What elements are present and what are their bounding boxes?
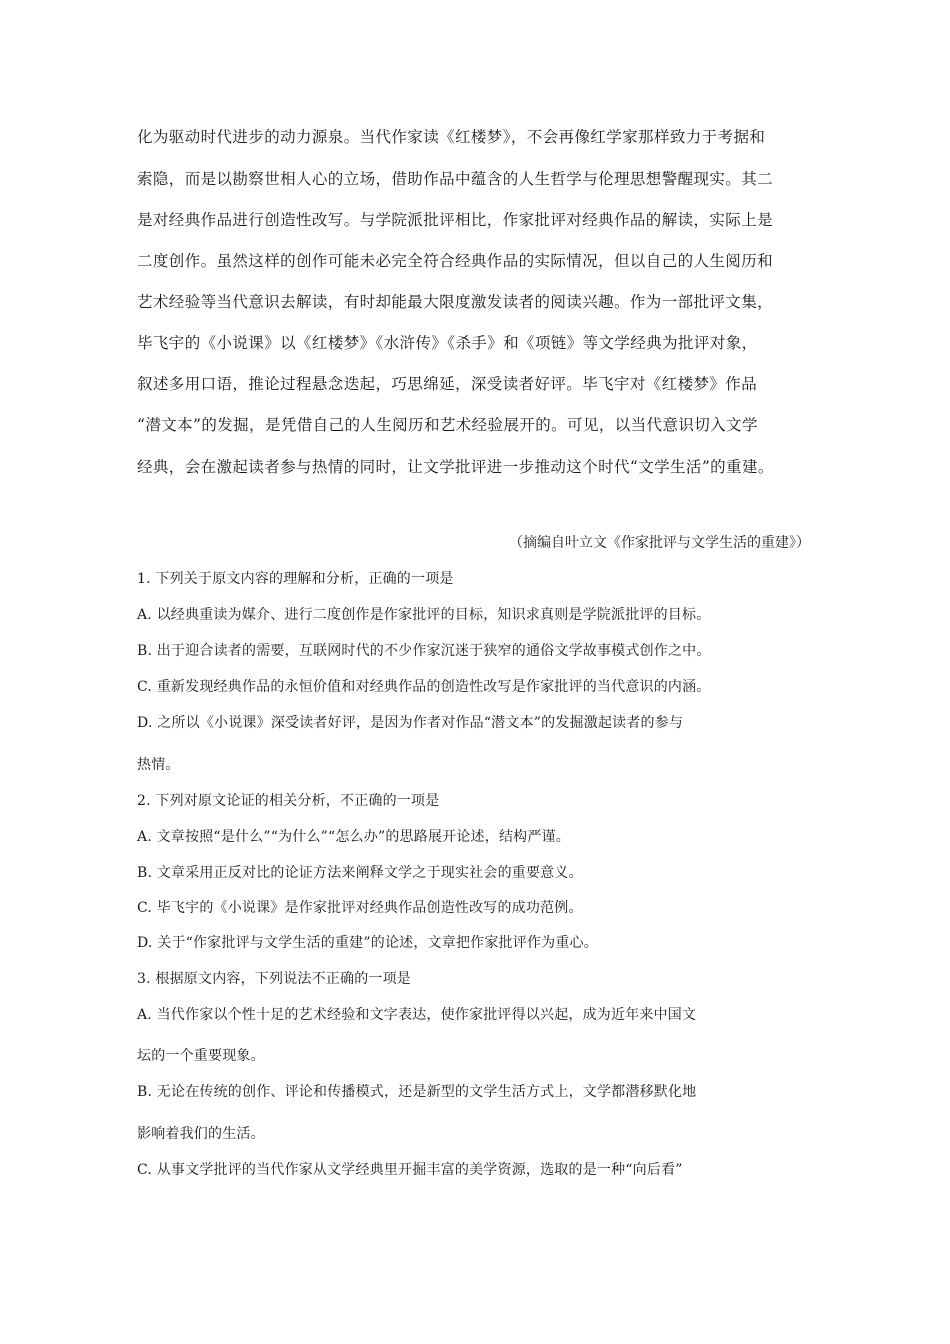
passage-line: 索隐，而是以勘察世相人心的立场，借助作品中蕴含的人生哲学与伦理思想警醒现实。其二 (137, 170, 774, 188)
option-line: B. 出于迎合读者的需要，互联网时代的不少作家沉迷于狭窄的通俗文学故事模式创作之中。 (137, 643, 711, 659)
question-stem: 2. 下列对原文论证的相关分析，不正确的一项是 (137, 793, 440, 809)
passage-line: 化为驱动时代进步的动力源泉。当代作家读《红楼梦》，不会再像红学家那样致力于考据和 (137, 128, 766, 146)
option-line: A. 当代作家以个性十足的艺术经验和文字表达，使作家批评得以兴起，成为近年来中国文 (137, 1007, 697, 1023)
option-line: C. 重新发现经典作品的永恒价值和对经典作品的创造性改写是作家批评的当代意识的内涵。 (137, 679, 711, 695)
option-line: B. 无论在传统的创作、评论和传播模式，还是新型的文学生活方式上，文学都潜移默化地 (137, 1084, 697, 1100)
question-stem: 3. 根据原文内容，下列说法不正确的一项是 (137, 971, 412, 987)
option-line: D. 之所以《小说课》深受读者好评，是因为作者对作品“潜文本”的发掘激起读者的参与 (137, 715, 684, 731)
option-line: C. 从事文学批评的当代作家从文学经典里开掘丰富的美学资源，选取的是一种“向后看” (137, 1162, 683, 1178)
passage-line: “潜文本”的发掘，是凭借自己的人生阅历和艺术经验展开的。可见，以当代意识切入文学 (137, 416, 758, 434)
option-line: A. 文章按照“是什么”“为什么”“怎么办”的思路展开论述，结构严谨。 (137, 829, 570, 845)
passage-line: 二度创作。虽然这样的创作可能未必完全符合经典作品的实际情况，但以自己的人生阅历和 (137, 252, 774, 270)
passage-line: 是对经典作品进行创造性改写。与学院派批评相比，作家批评对经典作品的解读，实际上是 (137, 211, 774, 229)
passage-line: 艺术经验等当代意识去解读，有时却能最大限度激发读者的阅读兴趣。作为一部批评文集， (137, 293, 774, 311)
option-line-continued: 影响着我们的生活。 (137, 1126, 265, 1142)
option-line: B. 文章采用正反对比的论证方法来阐释文学之于现实社会的重要意义。 (137, 865, 583, 881)
passage-line: 毕飞宇的《小说课》以《红楼梦》《水浒传》《杀手》和《项链》等文学经典为批评对象， (137, 334, 758, 352)
option-line: D. 关于“作家批评与文学生活的重建”的论述，文章把作家批评作为重心。 (137, 935, 598, 951)
option-line: C. 毕飞宇的《小说课》是作家批评对经典作品创造性改写的成功范例。 (137, 900, 583, 916)
option-line-continued: 热情。 (137, 757, 180, 773)
passage-line: 叙述多用口语，推论过程悬念迭起，巧思绵延，深受读者好评。毕飞宇对《红楼梦》作品 (137, 375, 758, 393)
passage-line: 经典，会在激起读者参与热情的同时，让文学批评进一步推动这个时代“文学生活”的重建。 (137, 458, 774, 476)
question-stem: 1. 下列关于原文内容的理解和分析，正确的一项是 (137, 571, 454, 587)
passage-source: （摘编自叶立文《作家批评与文学生活的重建》） (509, 535, 810, 551)
option-line-continued: 坛的一个重要现象。 (137, 1048, 265, 1064)
option-line: A. 以经典重读为媒介、进行二度创作是作家批评的目标，知识求真则是学院派批评的目标。 (137, 607, 711, 623)
